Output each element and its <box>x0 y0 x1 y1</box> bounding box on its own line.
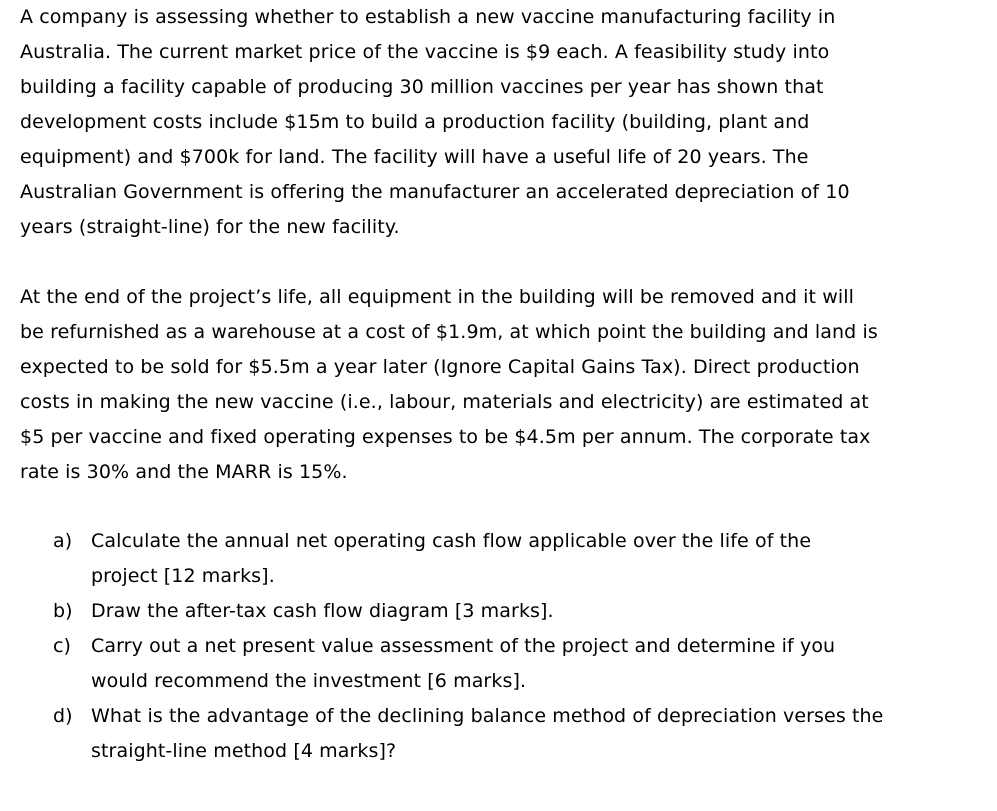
question-list <box>0 524 997 769</box>
question-marker: b) <box>53 600 73 622</box>
text-line: Draw the after-tax cash flow diagram [3 marks]. <box>91 600 554 622</box>
text-line: rate is 30% and the MARR is 15%. <box>20 461 348 483</box>
text-line: expected to be sold for $5.5m a year later (Ignore Capital Gains Tax). Direct production <box>20 356 860 378</box>
question-a <box>0 524 997 594</box>
question-c <box>0 629 997 699</box>
question-text <box>91 594 997 629</box>
text-line: straight-line method [4 marks]? <box>91 740 397 762</box>
text-line: $5 per vaccine and fixed operating expenses to be $4.5m per annum. The corporate tax <box>20 426 871 448</box>
text-line: At the end of the project’s life, all equipment in the building will be removed and it will <box>20 286 855 308</box>
question-d <box>0 699 997 769</box>
text-line: project [12 marks]. <box>91 565 275 587</box>
question-marker: d) <box>53 705 73 727</box>
scenario-paragraph-2 <box>20 280 980 490</box>
text-line: Australia. The current market price of the vaccine is $9 each. A feasibility study into <box>20 41 830 63</box>
text-line: building a facility capable of producing 30 million vaccines per year has shown that <box>20 76 824 98</box>
question-text <box>91 629 997 699</box>
text-line: What is the advantage of the declining balance method of depreciation verses the <box>91 705 884 727</box>
text-line: would recommend the investment [6 marks]. <box>91 670 527 692</box>
text-line: equipment) and $700k for land. The facility will have a useful life of 20 years. The <box>20 146 809 168</box>
text-line: costs in making the new vaccine (i.e., labour, materials and electricity) are estimated at <box>20 391 869 413</box>
text-line: Calculate the annual net operating cash flow applicable over the life of the <box>91 530 812 552</box>
question-text <box>91 699 997 769</box>
scenario-paragraph-1 <box>20 0 980 245</box>
text-line: Australian Government is offering the manufacturer an accelerated depreciation of 10 <box>20 181 850 203</box>
text-line: years (straight-line) for the new facility. <box>20 216 400 238</box>
question-marker: c) <box>53 635 72 657</box>
text-line: A company is assessing whether to establish a new vaccine manufacturing facility in <box>20 6 836 28</box>
question-text <box>91 524 997 594</box>
text-line: development costs include $15m to build a production facility (building, plant and <box>20 111 810 133</box>
text-line: be refurnished as a warehouse at a cost of $1.9m, at which point the building and land is <box>20 321 878 343</box>
question-b <box>0 594 997 629</box>
text-line: Carry out a net present value assessment of the project and determine if you <box>91 635 836 657</box>
question-marker: a) <box>53 530 73 552</box>
